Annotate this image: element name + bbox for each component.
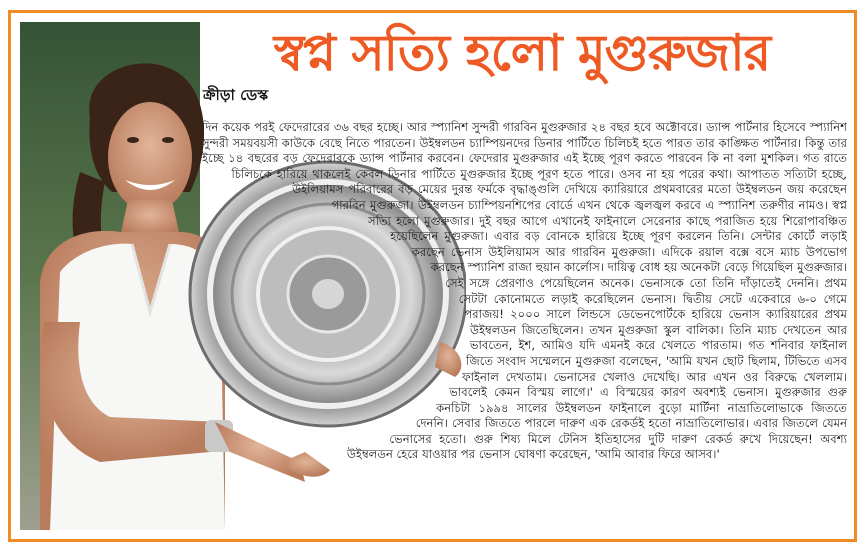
article-body: দিন কয়েক পরই ফেদেরারের ৩৬ বছর হচ্ছে। আর স্প্যানিশ সুন্দরী গারবিন মুগুরুজার ২৪ বছর হবে অক্টোবরে। ড্যান্স পার্টনার হিসেবে স্প্যানিশ সুন্দরী সময়বয়সী কাউকে বেছে নিতে পারতেন। উইম্বলডন চ্যাম্পিয়নদের ডিনার পার্টিতে চিলিচই হতে পারত তার কাঙ্ক্ষিত পার্টনার। কিন্তু তার ইচ্ছে ১৪ বছরের বড় ফেদেরারকে ড্যান্স পার্টনার করবেন। ফেদেরার মুগুরুজার এই ইচ্ছে পূরণ করতে পারবেন কি না বলা মুশকিল। গত রাতে চিলিচকে হারিয়ে থাকলেই কেবল ডিনার পার্টিতে মুগুরুজার ইচ্ছে পূরণ হতে পারে। ওসব না হয় পরের কথা। আপাতত সত্যিটা হচ্ছে, উইলিয়ামস পরিবারের বড় মেয়ের দুরন্ত ফর্মকে বৃদ্ধাঙ্গুলি দেখিয়ে ক্যারিয়ারে প্রথমবারের মতো উইম্বলডন জয় করেছেন গারবিন মুগুরুজা। উইম্বলডন চ্যাম্পিয়নশিপের বোর্ডে এখন থেকে জ্বলজ্বল করবে এ স্প্যানিশ তরুণীর নামও। স্বপ্ন সত্যি হলো মুগুরুজার। দুই বছর আগে এখানেই ফাইনালে সেরেনার কাছে পরাজিত হয়ে শিরোপাবঞ্চিত হয়েছিলেন মুগুরুজা। এবার বড় বোনকে হারিয়ে ইচ্ছে পূরণ করলেন তিনি। সেন্টার কোর্টে লড়াই করছেন ভেনাস উইলিয়ামস আর গারবিন মুগুরুজা। এদিকে রয়াল বক্সে বসে ম্যাচ উপভোগ করছেন স্প্যানিশ রাজা হুয়ান কার্লোস। দায়িত্ব বোধ হয় অনেকটা বেড়ে গিয়েছিল মুগুরুজার। সেই সঙ্গে প্রেরণাও পেয়েছিলেন অনেক। ভেনাসকে তো তিনি দাঁড়াতেই দেননি। প্রথম সেটটা কোনোমতে লড়াই করেছিলেন ভেনাস। দ্বিতীয় সেটে একেবারে ৬-০ গেমে পরাজয়! ২০০০ সালে লিন্ডসে ডেভেনপোর্টকে হারিয়ে ভেনাস ক্যারিয়ারের প্রথম উইম্বলডন জিতেছিলেন। তখন মুগুরুজা স্কুল বালিকা। তিনি ম্যাচ দেখতেন আর ভাবতেন, ইশ, আমিও যদি এমনই করে খেলতে পারতাম। গত শনিবার ফাইনাল জিতে সংবাদ সম্মেলনে মুগুরুজা বলেছেন, 'আমি যখন ছোট ছিলাম, টিভিতে এসব ফাইনাল দেখতাম। ভেনাসের খেলাও দেখেছি। আর এখন ওর বিরুদ্ধে খেললাম। ভাবলেই কেমন বিস্ময় লাগে।' এ বিস্ময়ের কারণ অবশ্যই ভেনাস। মুগুরুজার গুরু কনচিটা ১৯৯৪ সালের উইম্বলডন ফাইনালে বুড়ো মার্টিনা নাভ্রাতিলোভাকে জিততে দেননি। সেবার জিততে পারলে দারুণ এক রেকর্ডই হতো নাভ্রাতিলোভার। এবার জিতলে যেমন ভেনাসের হতো। গুরু শিষ্য মিলে টেনিস ইতিহাসের দুটি দারুণ রেকর্ড রুখে দিয়েছেন! অবশ্য উইম্বলডন হেরে যাওয়ার পর ভেনাস ঘোষণা করেছেন, 'আমি আবার ফিরে আসব।' [202, 120, 847, 462]
headline: স্বপ্ন সত্যি হলো মুগুরুজার [273, 24, 771, 82]
desk-label: ক্রীড়া ডেস্ক [203, 86, 269, 104]
article-body-container [200, 120, 847, 538]
